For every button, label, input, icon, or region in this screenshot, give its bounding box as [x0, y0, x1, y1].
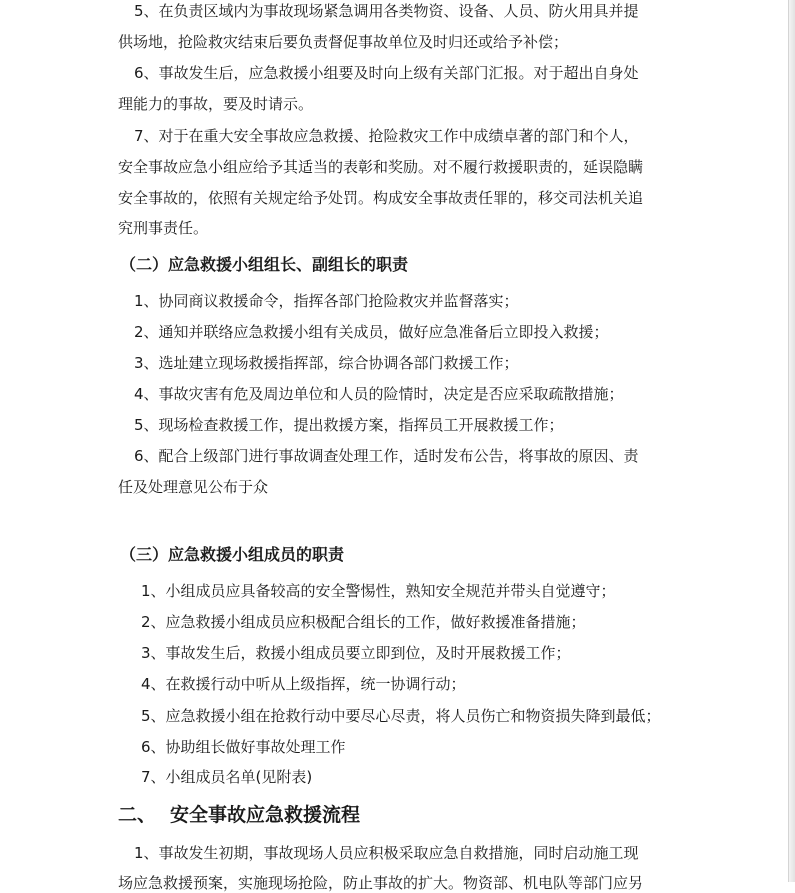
chapter-title: 安全事故应急救援流程 [170, 804, 361, 826]
chapter-heading-rescue-process [118, 802, 360, 828]
duty-item-5-line1: 5、在负责区域内为事故现场紧急调用各类物资、设备、人员、防火用具并提 [134, 2, 639, 20]
duty-item-5-line2: 供场地，抢险救灾结束后要负责督促事故单位及时归还或给予补偿； [118, 33, 569, 51]
leader-duty-5: 5、现场检查救援工作，提出救援方案，指挥员工开展救援工作； [134, 416, 564, 434]
duty-item-7-line3: 安全事故的，依照有关规定给予处罚。构成安全事故责任罪的，移交司法机关追 [118, 189, 644, 207]
leader-duty-3: 3、选址建立现场救援指挥部，综合协调各部门救援工作； [134, 354, 519, 372]
process-step-1-line1: 1、事故发生初期，事故现场人员应积极采取应急自救措施，同时启动施工现 [134, 844, 639, 862]
member-duty-5: 5、应急救援小组在抢救行动中要尽心尽责，将人员伤亡和物资损失降到最低； [141, 707, 661, 725]
chapter-number: 二、 [118, 804, 157, 826]
duty-item-6-line2: 理能力的事故，要及时请示。 [118, 95, 314, 113]
section-heading-member-duties: （三）应急救援小组成员的职责 [120, 545, 345, 564]
process-step-1-line2: 场应急救援预案，实施现场抢险，防止事故的扩大。物资部、机电队等部门应另 [118, 874, 644, 892]
leader-duty-1: 1、协同商议救援命令，指挥各部门抢险救灾并监督落实； [134, 292, 519, 310]
member-duty-4: 4、在救援行动中听从上级指挥，统一协调行动； [141, 675, 466, 693]
member-duty-2: 2、应急救援小组成员应积极配合组长的工作，做好救援准备措施； [141, 613, 586, 631]
member-duty-6: 6、协助组长做好事故处理工作 [141, 738, 346, 756]
duty-item-7-line2: 安全事故应急小组应给予其适当的表彰和奖励。对不履行救援职责的，延误隐瞒 [118, 158, 644, 176]
leader-duty-6-line1: 6、配合上级部门进行事故调查处理工作，适时发布公告，将事故的原因、责 [134, 447, 639, 465]
section-heading-leader-duties: （二）应急救援小组组长、副组长的职责 [120, 255, 409, 274]
duty-item-6-line1: 6、事故发生后，应急救援小组要及时向上级有关部门汇报。对于超出自身处 [134, 64, 639, 82]
leader-duty-6-line2: 任及处理意见公布于众 [118, 478, 269, 496]
member-duty-7: 7、小组成员名单(见附表) [141, 768, 313, 786]
leader-duty-2: 2、通知并联络应急救援小组有关成员，做好应急准备后立即投入救援； [134, 323, 609, 341]
duty-item-7-line1: 7、对于在重大安全事故应急救援、抢险救灾工作中成绩卓著的部门和个人， [134, 127, 639, 145]
member-duty-1: 1、小组成员应具备较高的安全警惕性，熟知安全规范并带头自觉遵守； [141, 582, 616, 600]
member-duty-3: 3、事故发生后，救援小组成员要立即到位，及时开展救援工作； [141, 644, 571, 662]
leader-duty-4: 4、事故灾害有危及周边单位和人员的险情时，决定是否应采取疏散措施； [134, 385, 624, 403]
page-edge-shadow [788, 0, 795, 882]
duty-item-7-line4: 究刑事责任。 [118, 219, 209, 237]
